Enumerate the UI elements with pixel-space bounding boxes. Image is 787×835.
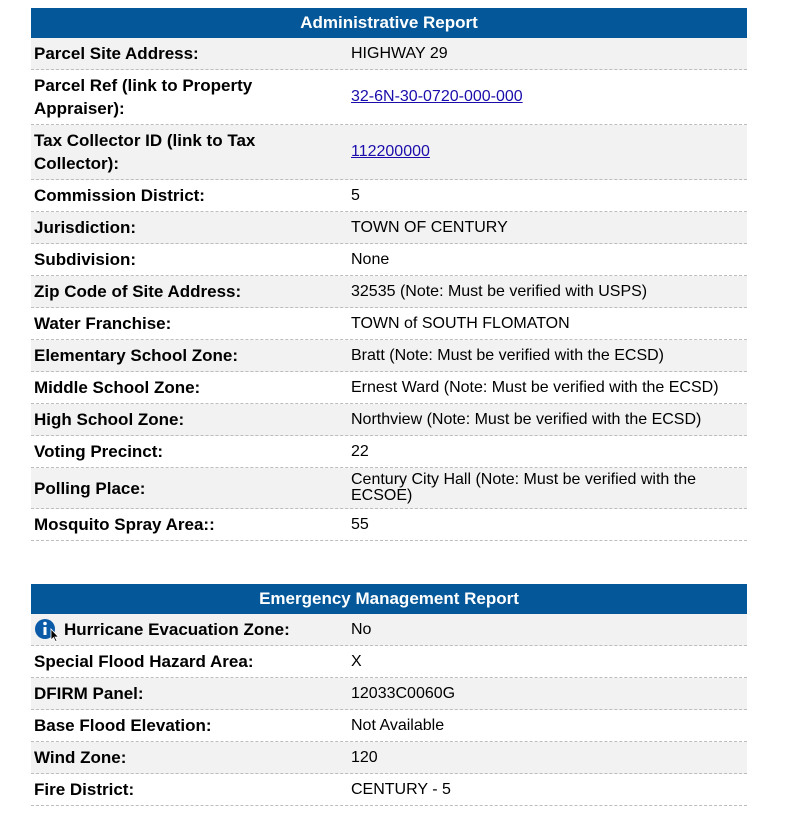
label-mosquito-spray-area: Mosquito Spray Area:: <box>34 515 215 534</box>
value-fire-district: CENTURY - 5 <box>351 780 451 798</box>
label-base-flood-elevation: Base Flood Elevation: <box>34 716 212 735</box>
label-commission-district: Commission District: <box>34 186 205 205</box>
label-wind-zone: Wind Zone: <box>34 748 127 767</box>
label-middle-school-zone: Middle School Zone: <box>34 378 201 397</box>
administrative-report <box>31 8 747 541</box>
row-high-school-zone <box>31 404 747 436</box>
parcel-ref-link[interactable]: 32-6N-30-0720-000-000 <box>351 88 523 105</box>
label-fire-district: Fire District: <box>34 780 135 799</box>
tax-collector-link[interactable]: 112200000 <box>351 143 430 160</box>
value-jurisdiction: TOWN OF CENTURY <box>351 218 508 236</box>
row-fire-district <box>31 774 747 806</box>
label-hurricane-evacuation-zone: Hurricane Evacuation Zone: <box>64 620 290 639</box>
label-subdivision: Subdivision: <box>34 250 136 269</box>
label-parcel-ref: Parcel Ref (link to Property Appraiser): <box>34 76 253 118</box>
row-wind-zone <box>31 742 747 774</box>
info-icon[interactable] <box>34 618 62 642</box>
value-elementary-school-zone: Bratt (Note: Must be verified with the ECSD) <box>351 346 664 364</box>
administrative-report-title: Administrative Report <box>31 8 747 38</box>
value-high-school-zone: Northview (Note: Must be verified with the ECSD) <box>351 410 702 428</box>
row-subdivision <box>31 244 747 276</box>
label-high-school-zone: High School Zone: <box>34 410 185 429</box>
row-dfirm-panel <box>31 678 747 710</box>
row-parcel-site-address <box>31 38 747 70</box>
value-commission-district: 5 <box>351 186 360 204</box>
row-voting-precinct <box>31 436 747 468</box>
row-middle-school-zone <box>31 372 747 404</box>
value-wind-zone: 120 <box>351 748 378 766</box>
value-dfirm-panel: 12033C0060G <box>351 684 456 702</box>
label-polling-place: Polling Place: <box>34 478 146 498</box>
label-zip-code: Zip Code of Site Address: <box>34 282 242 301</box>
row-base-flood-elevation <box>31 710 747 742</box>
label-elementary-school-zone: Elementary School Zone: <box>34 346 239 365</box>
emergency-report-title: Emergency Management Report <box>31 584 747 614</box>
row-parcel-ref <box>31 70 747 125</box>
row-polling-place <box>31 468 747 509</box>
value-mosquito-spray-area: 55 <box>351 515 369 533</box>
value-voting-precinct: 22 <box>351 442 369 460</box>
label-parcel-site-address: Parcel Site Address: <box>34 44 199 63</box>
row-tax-collector-id <box>31 125 747 180</box>
row-water-franchise <box>31 308 747 340</box>
value-parcel-site-address: HIGHWAY 29 <box>351 44 448 62</box>
value-base-flood-elevation: Not Available <box>351 716 445 734</box>
row-mosquito-spray-area <box>31 509 747 541</box>
emergency-management-report <box>31 584 747 806</box>
row-commission-district <box>31 180 747 212</box>
label-tax-collector-id: Tax Collector ID (link to Tax Collector): <box>34 131 256 173</box>
label-special-flood-hazard-area: Special Flood Hazard Area: <box>34 652 254 671</box>
value-middle-school-zone: Ernest Ward (Note: Must be verified with the ECSD) <box>351 378 719 396</box>
label-jurisdiction: Jurisdiction: <box>34 218 137 237</box>
value-special-flood-hazard-area: X <box>351 652 362 670</box>
row-jurisdiction <box>31 212 747 244</box>
label-dfirm-panel: DFIRM Panel: <box>34 684 144 703</box>
value-hurricane-evacuation-zone: No <box>351 620 372 638</box>
row-zip-code <box>31 276 747 308</box>
value-subdivision: None <box>351 250 390 268</box>
label-voting-precinct: Voting Precinct: <box>34 442 164 461</box>
label-water-franchise: Water Franchise: <box>34 314 172 333</box>
row-hurricane-evacuation-zone <box>31 614 747 646</box>
value-water-franchise: TOWN of SOUTH FLOMATON <box>351 314 570 332</box>
value-polling-place: Century City Hall (Note: Must be verified with the ECSOE) <box>351 471 697 504</box>
value-zip-code: 32535 (Note: Must be verified with USPS) <box>351 282 648 300</box>
row-elementary-school-zone <box>31 340 747 372</box>
row-special-flood-hazard-area <box>31 646 747 678</box>
